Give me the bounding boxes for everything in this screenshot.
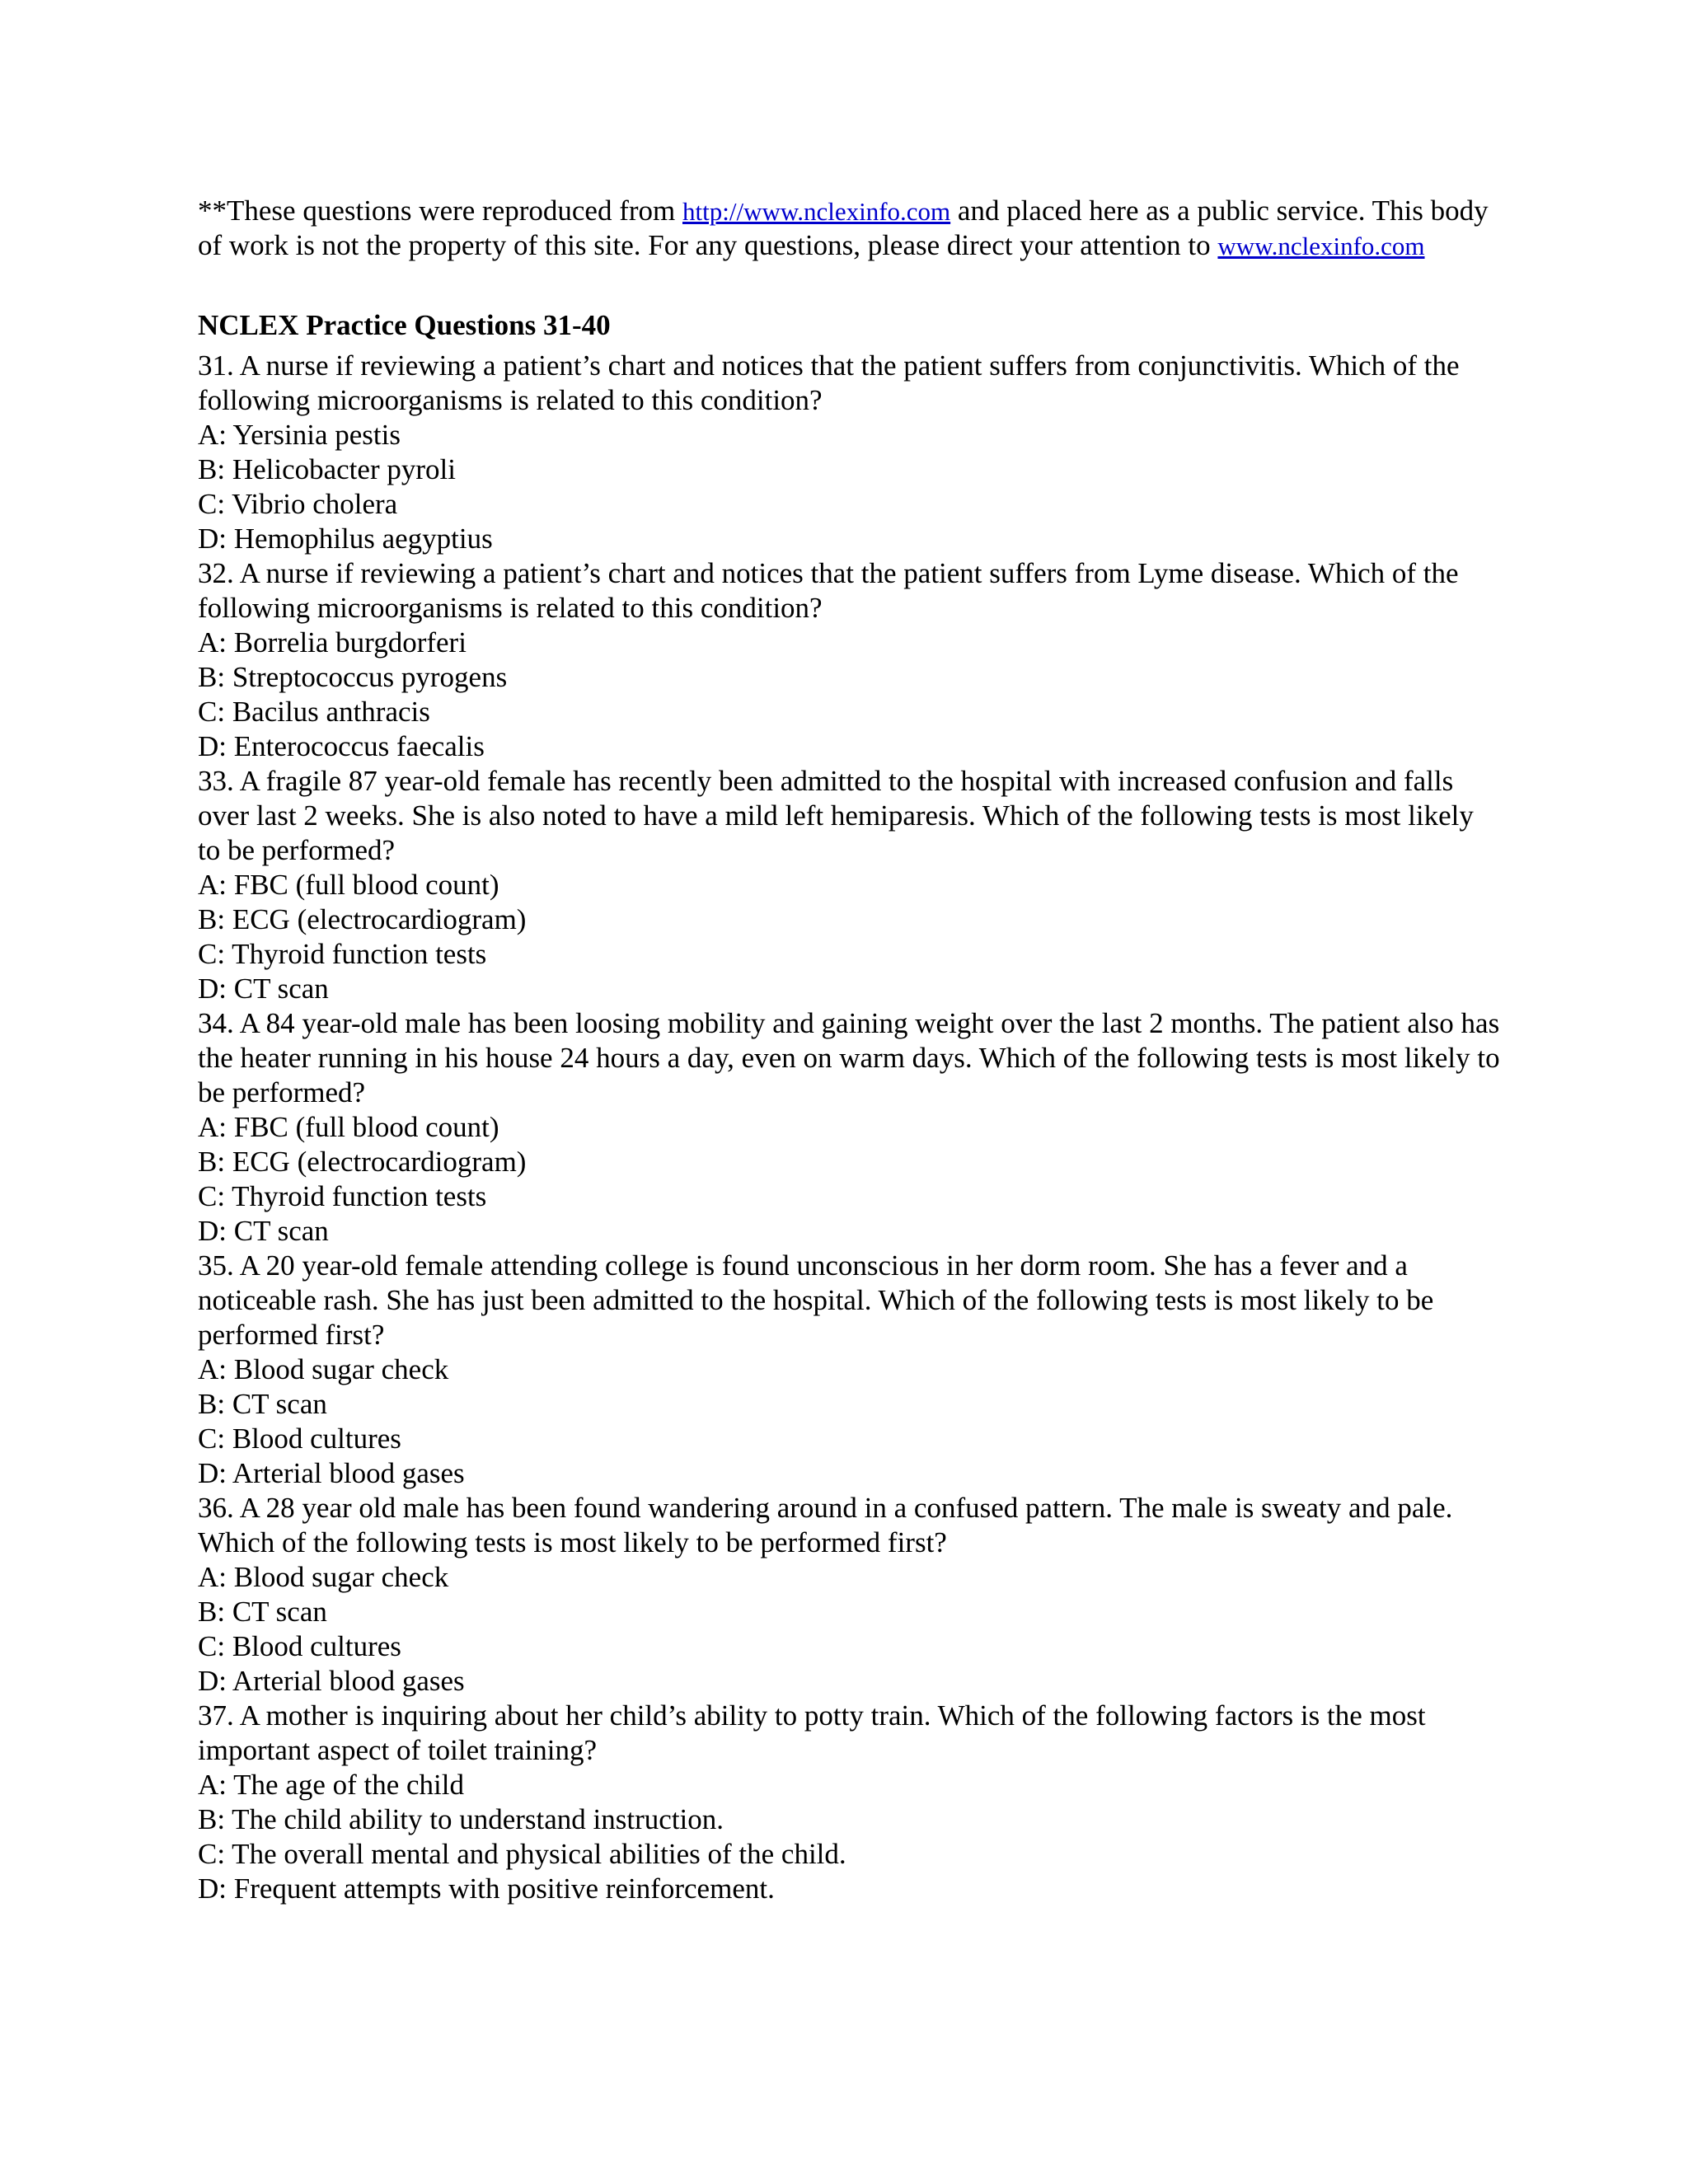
- answer-option: D: Hemophilus aegyptius: [198, 523, 493, 555]
- answer-option: D: CT scan: [198, 972, 329, 1005]
- answer-option: C: Vibrio cholera: [198, 488, 398, 520]
- answer-option: C: Bacilus anthracis: [198, 696, 430, 728]
- answer-option: D: Arterial blood gases: [198, 1665, 465, 1697]
- question-block: [198, 764, 1500, 1006]
- answer-option: B: Streptococcus pyrogens: [198, 661, 508, 693]
- question-block: [198, 1491, 1500, 1699]
- question-block: [198, 1249, 1500, 1491]
- answer-option: A: Yersinia pestis: [198, 419, 401, 451]
- answer-option: B: ECG (electrocardiogram): [198, 903, 527, 935]
- question-list: [198, 349, 1500, 1906]
- question-block: [198, 556, 1500, 764]
- source-notice: [198, 194, 1500, 263]
- answer-option: B: Helicobacter pyroli: [198, 453, 456, 485]
- notice-middle: and placed here as a public service. This body of work is not the property of this site. For any questions, please direct your attention to: [198, 194, 1489, 261]
- question-text: 35. A 20 year-old female attending college is found unconscious in her dorm room. She has a fever and a noticeable rash. She has just been admitted to the hospital. Which of the following tests is most likely to be performed first?: [198, 1249, 1434, 1351]
- answer-option: D: Enterococcus faecalis: [198, 730, 485, 762]
- answer-option: A: FBC (full blood count): [198, 869, 499, 901]
- answer-option: B: CT scan: [198, 1388, 327, 1420]
- question-block: [198, 1699, 1500, 1906]
- answer-option: A: Blood sugar check: [198, 1353, 449, 1385]
- question-text: 37. A mother is inquiring about her child’s ability to potty train. Which of the following factors is the most important aspect of toilet training?: [198, 1699, 1426, 1766]
- answer-option: D: CT scan: [198, 1215, 329, 1247]
- answer-option: C: The overall mental and physical abilities of the child.: [198, 1838, 846, 1870]
- answer-option: C: Thyroid function tests: [198, 1180, 487, 1212]
- question-text: 32. A nurse if reviewing a patient’s chart and notices that the patient suffers from Lyme disease. Which of the following microorganisms is related to this condition?: [198, 557, 1459, 624]
- answer-option: C: Blood cultures: [198, 1630, 401, 1662]
- question-block: [198, 1006, 1500, 1249]
- answer-option: C: Thyroid function tests: [198, 938, 487, 970]
- answer-option: A: Borrelia burgdorferi: [198, 626, 467, 658]
- page-content: [198, 194, 1500, 1906]
- answer-option: D: Frequent attempts with positive reinforcement.: [198, 1872, 775, 1905]
- answer-option: B: The child ability to understand instruction.: [198, 1803, 724, 1835]
- answer-option: A: Blood sugar check: [198, 1561, 449, 1593]
- question-block: [198, 349, 1500, 556]
- question-text: 33. A fragile 87 year-old female has recently been admitted to the hospital with increased confusion and falls over last 2 weeks. She is also noted to have a mild left hemiparesis. Which of the following tests is most likely to be performed?: [198, 765, 1474, 866]
- question-text: 31. A nurse if reviewing a patient’s chart and notices that the patient suffers from conjunctivitis. Which of the following microorganisms is related to this condition?: [198, 349, 1460, 416]
- section-heading: NCLEX Practice Questions 31-40: [198, 309, 611, 341]
- question-text: 36. A 28 year old male has been found wandering around in a confused pattern. The male is sweaty and pale. Which of the following tests is most likely to be performed first?: [198, 1492, 1453, 1558]
- answer-option: C: Blood cultures: [198, 1422, 401, 1455]
- source-link[interactable]: http://www.nclexinfo.com: [682, 197, 951, 226]
- attention-link[interactable]: www.nclexinfo.com: [1217, 232, 1425, 260]
- notice-prefix: **These questions were reproduced from: [198, 194, 682, 227]
- answer-option: B: CT scan: [198, 1596, 327, 1628]
- answer-option: B: ECG (electrocardiogram): [198, 1146, 527, 1178]
- answer-option: A: FBC (full blood count): [198, 1111, 499, 1143]
- answer-option: D: Arterial blood gases: [198, 1457, 465, 1489]
- answer-option: A: The age of the child: [198, 1769, 464, 1801]
- question-text: 34. A 84 year-old male has been loosing mobility and gaining weight over the last 2 months. The patient also has the heater running in his house 24 hours a day, even on warm days. Which of the following tests is most likely to be performed?: [198, 1007, 1500, 1108]
